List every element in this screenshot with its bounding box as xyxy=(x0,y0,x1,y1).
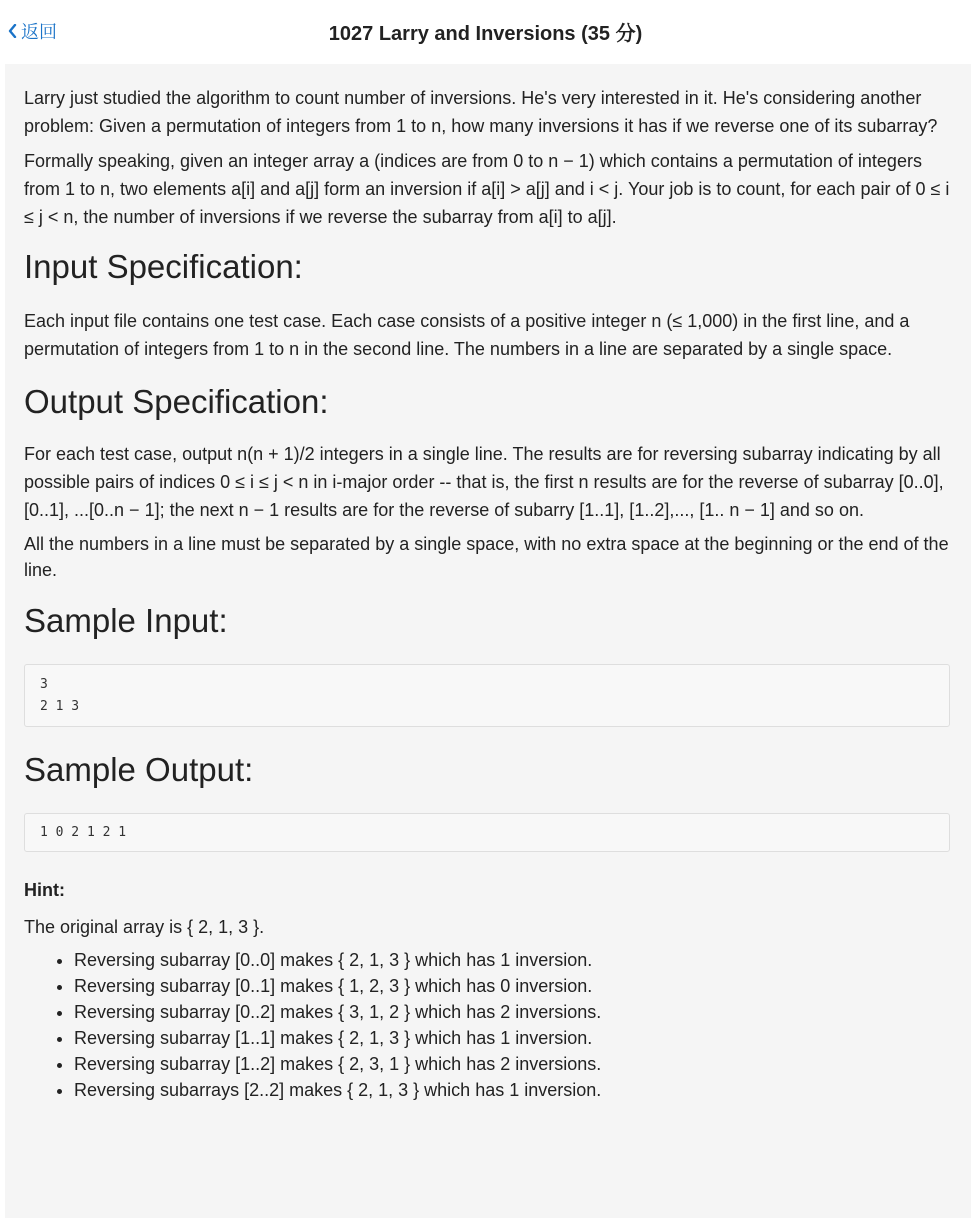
top-bar xyxy=(0,0,971,62)
intro-paragraph: Larry just studied the algorithm to count number of inversions. He's very interested in it. He's considering another problem: Given a permutation of integers from 1 to n, how many inversions it has if we reverse one of its subarray? xyxy=(24,88,938,136)
hint-item: • Reversing subarray [0..2] makes { 3, 1, 2 } which has 2 inversions. xyxy=(74,999,951,1025)
formal-paragraph: Formally speaking, given an integer array a (indices are from 0 to n − 1) which contains a permutation of integers from 1 to n, two elements a[i] and a[j] form an inversion if a[i] > a[j] and i < j. Your job is to count, for each pair of 0 ≤ i ≤ j < n, the number of inversions if we reverse the subarray from a[i] to a[j]. xyxy=(24,151,950,227)
input-spec-text: Each input file contains one test case. Each case consists of a positive integer n (≤ 1,000) in the first line, and a permutation of integers from 1 to n in the second line. The numbers in a line are separated by a single space. xyxy=(24,311,910,359)
sample-input-code: 3 2 1 3 xyxy=(24,664,950,727)
hint-list xyxy=(24,947,951,1103)
input-spec-heading: Input Specification: xyxy=(24,248,303,285)
sample-output-code: 1 0 2 1 2 1 xyxy=(24,813,950,852)
hint-intro: The original array is { 2, 1, 3 }. xyxy=(24,917,265,937)
output-spec-heading: Output Specification: xyxy=(24,383,329,420)
sample-output-heading: Sample Output: xyxy=(24,751,254,788)
hint-item: • Reversing subarray [0..1] makes { 1, 2, 3 } which has 0 inversion. xyxy=(74,973,951,999)
back-label: 返回 xyxy=(21,22,57,42)
problem-content xyxy=(5,64,971,1218)
output-spec-text: For each test case, output n(n + 1)/2 integers in a single line. The results are for reversing subarray indicating by all possible pairs of indices 0 ≤ i ≤ j < n in i-major order -- that is, the first n results are for the reverse of subarray [0..0], [0..1], ...[0..n − 1]; the next n − 1 results are for the reverse of subarry [1..1], [1..2],..., [1.. n − 1] and so on. xyxy=(24,444,944,520)
hint-item: • Reversing subarray [1..1] makes { 2, 1, 3 } which has 1 inversion. xyxy=(74,1025,951,1051)
hint-item: • Reversing subarrays [2..2] makes { 2, 1, 3 } which has 1 inversion. xyxy=(74,1077,951,1103)
hint-item: • Reversing subarray [1..2] makes { 2, 3, 1 } which has 2 inversions. xyxy=(74,1051,951,1077)
hint-label: Hint: xyxy=(24,880,65,900)
output-spec-note: All the numbers in a line must be separated by a single space, with no extra space at the beginning or the end of the line. xyxy=(24,534,949,580)
sample-input-heading: Sample Input: xyxy=(24,602,228,639)
page-title: 1027 Larry and Inversions (35 分) xyxy=(328,23,643,45)
hint-item: • Reversing subarray [0..0] makes { 2, 1, 3 } which has 1 inversion. xyxy=(74,947,951,973)
